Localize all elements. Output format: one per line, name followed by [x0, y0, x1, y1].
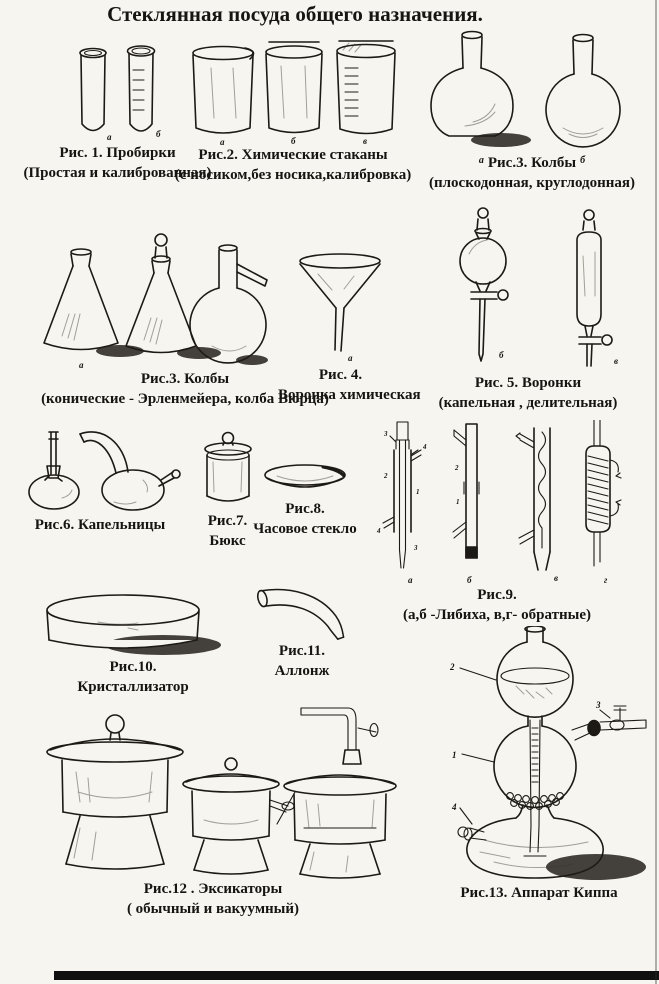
figure-crystallizer [28, 586, 238, 697]
figure-caption-line: (с носиком,без носика,калибровка) [174, 166, 412, 183]
figure-caption-line: ( обычный и вакуумный) [126, 900, 300, 917]
part-number: 1 [452, 750, 457, 760]
figure-caption-line: Рис. 1. Пробирки [59, 145, 176, 161]
sublabel-v: в [613, 356, 618, 366]
conical-flasks-illustration [24, 228, 269, 370]
funnels-illustration [411, 206, 646, 374]
figure-caption-line: Рис. 4. [318, 367, 363, 383]
figure-funnels [408, 206, 648, 413]
figure-caption-line: Воронка химическая [278, 386, 421, 403]
figure-chemical-funnel [278, 248, 421, 405]
part-number: 2 [455, 464, 459, 472]
figure-caption-line: Рис.10. [109, 659, 157, 675]
figure-condensers [366, 420, 628, 625]
figure-caption-line: Рис.12 . Эксикаторы [143, 881, 283, 897]
figure-kipp-apparatus [424, 626, 654, 904]
figure-caption-line: Рис.9. [477, 587, 517, 603]
figure-caption-line: (Простая и калиброванная) [23, 164, 212, 181]
part-number: 1 [416, 488, 420, 496]
droppers-illustration [18, 428, 183, 516]
figure-caption-line: Рис.8. [285, 501, 325, 517]
figure-flasks-bottom [408, 26, 656, 193]
part-number: 3 [596, 700, 601, 710]
figure-caption-line: Кристаллизатор [77, 678, 189, 695]
figure-caption-line: Часовое стекло [253, 520, 357, 537]
scan-edge-artifact [655, 0, 657, 984]
allonge-illustration [247, 586, 357, 642]
figure-caption-line: (капельная , делительная) [438, 394, 618, 411]
sublabel-g: г [604, 575, 608, 585]
condensers-illustration [366, 420, 628, 586]
sublabel-b: б [467, 575, 472, 585]
sublabel-a: а [79, 360, 84, 370]
figure-caption-line: (а,б -Либиха, в,г- обратные) [403, 606, 591, 623]
part-number: 4 [377, 527, 381, 535]
watch-glass-illustration [255, 458, 355, 500]
figure-beakers [168, 38, 418, 185]
figure-allonge [242, 586, 362, 681]
sublabel-v: в [362, 136, 367, 146]
sublabel-v: в [554, 573, 559, 583]
figure-caption-line: Рис.3. Колбы [140, 371, 230, 387]
part-number: 3 [414, 544, 418, 552]
figure-droppers [10, 428, 190, 536]
part-number: 2 [450, 662, 455, 672]
part-number: 1 [456, 498, 460, 506]
figure-caption-line: Рис. 5. Воронки [474, 375, 582, 391]
kipp-apparatus-illustration [424, 626, 654, 884]
figure-caption-line: Рис.2. Химические стаканы [198, 147, 388, 163]
test-tubes-illustration [53, 42, 183, 144]
scan-edge-artifact [54, 971, 659, 980]
sublabel-a: а [106, 132, 111, 142]
figure-caption-line: Бюкс [209, 532, 246, 549]
sublabel-a: а [219, 137, 224, 146]
crystallizer-illustration [28, 586, 238, 658]
part-number: 2 [384, 472, 388, 480]
sublabel-b: б [580, 155, 586, 166]
figure-caption-line: Аллонж [274, 662, 330, 679]
figure-watch-glass [240, 458, 370, 539]
sublabel-b: б [155, 129, 160, 139]
figure-caption-line: Рис.7. [207, 513, 248, 529]
flasks-illustration [415, 26, 650, 154]
figure-caption-line [408, 154, 656, 174]
part-number: 4 [423, 443, 427, 451]
sublabel-a: а [478, 155, 484, 166]
caption-text: Рис.3. Колбы [487, 155, 577, 171]
sublabel-b: б [290, 136, 295, 146]
figure-caption-line: Рис.13. Аппарат Киппа [460, 885, 618, 901]
sublabel-a: а [408, 575, 413, 585]
page-title: Стеклянная посуда общего назначения. [107, 2, 483, 26]
beakers-illustration [181, 38, 406, 146]
figure-caption-line: (конические - Эрленмейера, колба Вюрца) [41, 390, 329, 407]
funnel-illustration [288, 248, 393, 366]
part-number: 3 [384, 430, 388, 438]
figure-caption-line: Рис.6. Капельницы [34, 517, 166, 533]
sublabel-b: б [498, 350, 503, 360]
sublabel-a: а [348, 353, 353, 363]
desiccators-illustration [18, 688, 413, 880]
part-number: 4 [452, 802, 457, 812]
figure-caption-line: (плоскодонная, круглодонная) [428, 174, 635, 191]
figure-desiccators [18, 688, 413, 919]
figure-caption-line: Рис.11. [278, 643, 326, 659]
